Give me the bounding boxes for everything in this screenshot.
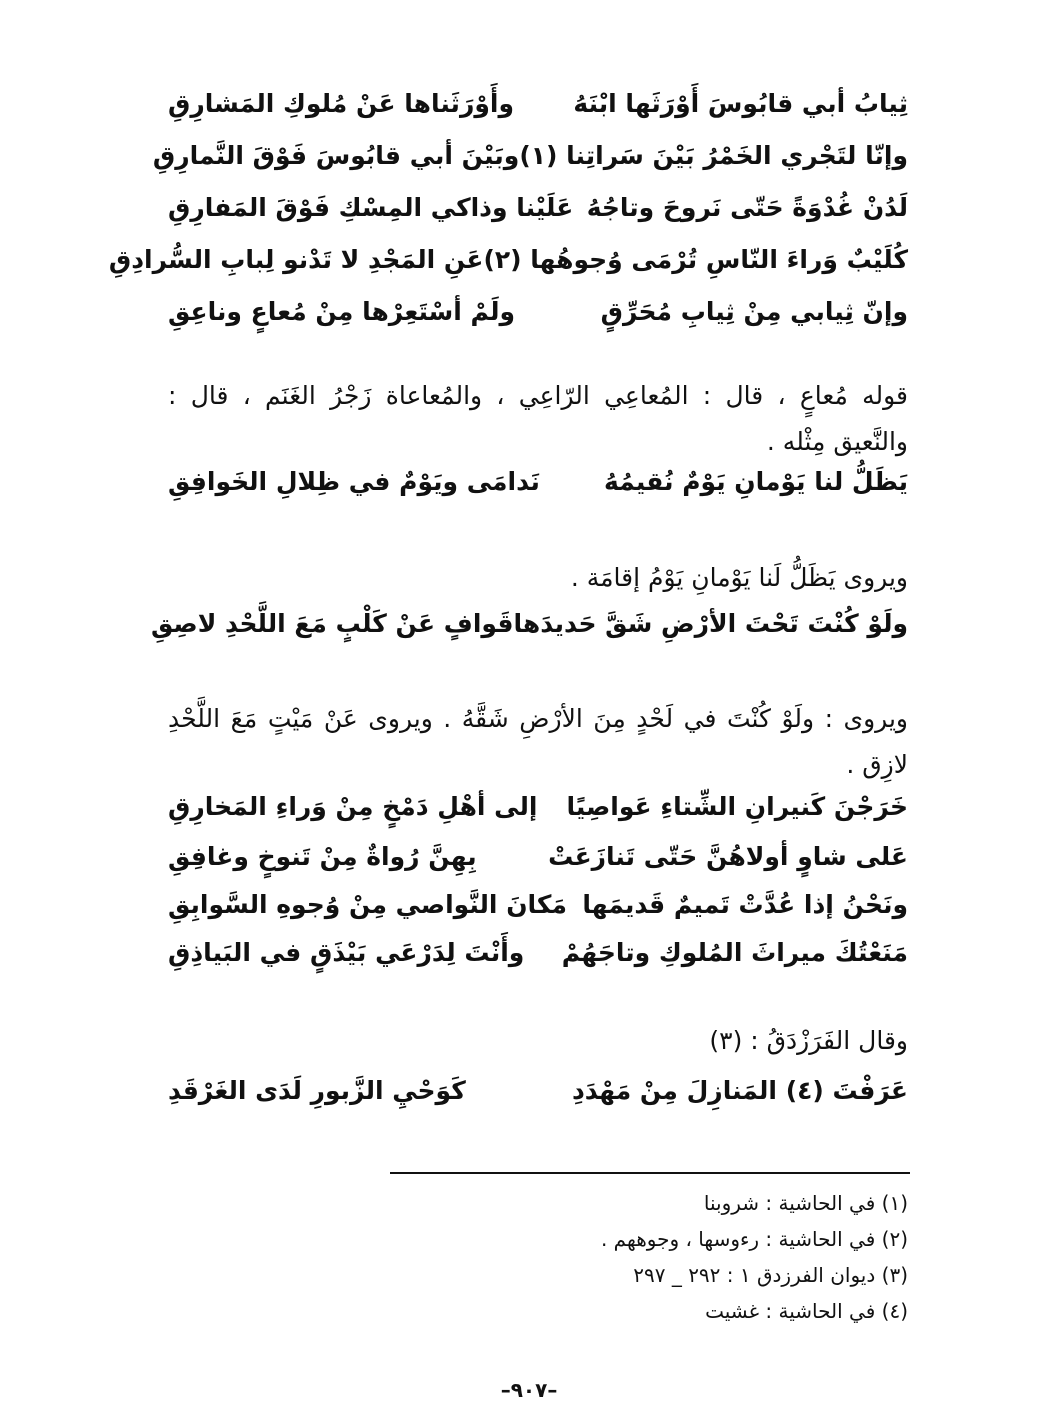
page-number: –٩٠٧– bbox=[500, 1378, 558, 1402]
poem-introduction: وقال الفَرَزْدَقُ : (٣) bbox=[709, 1026, 908, 1055]
verse-second-hemistich: وأَوْرَثَناها عَنْ مُلوكِ المَشارِقِ bbox=[168, 88, 514, 118]
verse-first-hemistich: ولَوْ كُنْتَ تَحْتَ الأرْضِ شَقَّ حَديدَها bbox=[513, 608, 908, 638]
verse-second-hemistich: مَكانَ النَّواصي مِنْ وُجوهِ السَّوابِقِ bbox=[168, 889, 567, 919]
footnote: (٢) في الحاشية : رءوسها ، وجوههم . bbox=[600, 1227, 908, 1251]
verse-first-hemistich: عَرَفْتَ (٤) المَنازِلَ مِنْ مَهْدَدِ bbox=[571, 1075, 908, 1105]
verse-line bbox=[168, 455, 908, 507]
verse-second-hemistich: عَنِ المَجْدِ لا تَدْنو لِبابِ السُّرادِقِ bbox=[108, 244, 484, 274]
verse-line bbox=[168, 878, 908, 930]
verse-second-hemistich: بِهِنَّ رُواةٌ مِنْ تَنوخٍ وغافِقِ bbox=[168, 841, 477, 871]
verse-second-hemistich: كَوَحْيِ الزَّبورِ لَدَى الغَرْقَدِ bbox=[168, 1075, 466, 1105]
verse-second-hemistich: عَلَيْنا وذاكي المِسْكِ فَوْقَ المَفارِقِ bbox=[168, 192, 574, 222]
verse-first-hemistich: ونَحْنُ إذا عُدَّتْ تَميمٌ قَديمَها bbox=[582, 889, 908, 919]
verse-line bbox=[168, 926, 908, 978]
footnote: (٤) في الحاشية : غشيت bbox=[705, 1299, 908, 1323]
verse-second-hemistich: قَوافٍ عَنْ كَلْبٍ مَعَ اللَّحْدِ لاصِقِ bbox=[151, 608, 514, 638]
verse-line bbox=[168, 285, 908, 337]
verse-second-hemistich: إلى أهْلِ دَمْخٍ مِنْ وَراءِ المَخارِقِ bbox=[168, 791, 538, 821]
verse-second-hemistich: وأَنْتَ لِدَرْعَي بَيْذَقٍ في البَياذِقِ bbox=[168, 937, 525, 967]
footnote: (١) في الحاشية : شروبنا bbox=[703, 1191, 908, 1215]
verse-first-hemistich: ثِيابُ أبي قابُوسَ أَوْرَثَها ابْنَهُ bbox=[573, 88, 908, 118]
verse-line bbox=[168, 780, 908, 832]
commentary-paragraph: قوله مُعاعٍ ، قال : المُعاعِي الرّاعِي ، والمُعاعاة زَجْرُ الغَنَم ، قال : والنَّعيق مِثْله . bbox=[168, 381, 908, 456]
verse-first-hemistich: مَنَعْتُكَ ميراثَ المُلوكِ وتاجَهُمْ bbox=[561, 937, 908, 967]
footnote: (٣) ديوان الفرزدق ١ : ٢٩٢ _ ٢٩٧ bbox=[633, 1263, 908, 1287]
verse-first-hemistich: كُلَيْبٌ وَراءَ النّاسِ تُرْمَى وُجوهُها (٢) bbox=[483, 244, 908, 274]
footnotes bbox=[388, 1185, 908, 1329]
verse-line bbox=[168, 1064, 908, 1116]
commentary-paragraph: ويروى : ولَوْ كُنْتَ في لَحْدٍ مِنَ الأرْضِ شَقَّهُ . ويروى عَنْ مَيْتٍ مَعَ اللَّحْدِ لازِق . bbox=[168, 704, 908, 779]
verse-line bbox=[168, 830, 908, 882]
verse-first-hemistich: لَدُنْ غُدْوَةً حَتّى نَروحَ وتاجُهُ bbox=[586, 192, 908, 222]
commentary-paragraph: ويروى يَظَلُّ لَنا يَوْمانِ يَوْمُ إقامَة . bbox=[570, 563, 908, 592]
verse-second-hemistich: نَدامَى ويَوْمٌ في ظِلالِ الخَوافِقِ bbox=[168, 466, 540, 496]
verse-line bbox=[168, 181, 908, 233]
verse-first-hemistich: يَظَلُّ لنا يَوْمانِ يَوْمٌ نُقيمُهُ bbox=[603, 466, 908, 496]
verse-second-hemistich: ولَمْ أسْتَعِرْها مِنْ مُعاعٍ وناعِقِ bbox=[168, 296, 516, 326]
verse-line bbox=[152, 129, 908, 181]
verse-first-hemistich: وإنّ ثِيابي مِنْ ثِيابِ مُحَرِّقٍ bbox=[600, 296, 908, 326]
verse-line bbox=[151, 597, 908, 649]
footnote-separator bbox=[390, 1172, 910, 1174]
verse-first-hemistich: عَلى شاوٍ أولاهُنَّ حَتّى تَنازَعَتْ bbox=[548, 841, 908, 871]
verse-first-hemistich: وإنّا لتَجْري الخَمْرُ بَيْنَ سَراتِنا (١) bbox=[519, 140, 908, 170]
verse-first-hemistich: خَرَجْنَ كَنيرانِ الشِّتاءِ عَواصِيًا bbox=[566, 791, 908, 821]
verse-line bbox=[108, 233, 908, 285]
verse-second-hemistich: وبَيْنَ أبي قابُوسَ فَوْقَ النَّمارِقِ bbox=[152, 140, 520, 170]
verse-line bbox=[168, 77, 908, 129]
